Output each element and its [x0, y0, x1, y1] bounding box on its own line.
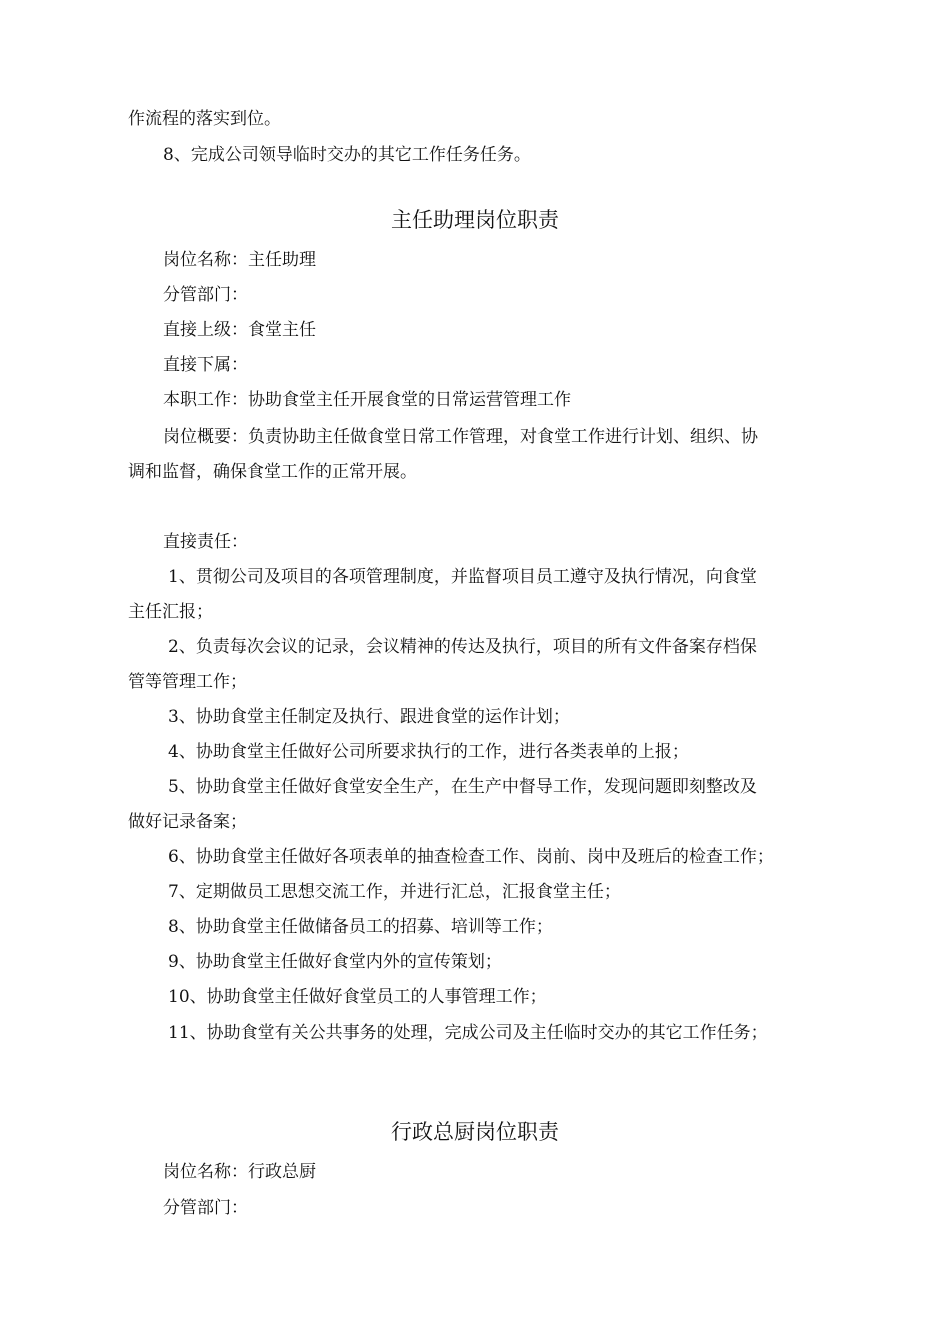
list-item: 9、协助食堂主任做好食堂内外的宣传策划；: [168, 952, 502, 972]
field-position-name: 岗位名称：行政总厨: [163, 1162, 316, 1182]
list-item: 8、协助食堂主任做储备员工的招募、培训等工作；: [168, 917, 553, 937]
field-subordinate: 直接下属：: [163, 355, 248, 375]
list-item: 5、协助食堂主任做好食堂安全生产，在生产中督导工作，发现问题即刻整改及: [168, 777, 757, 797]
field-superior: 直接上级：食堂主任: [163, 320, 316, 340]
list-item: 11、协助食堂有关公共事务的处理，完成公司及主任临时交办的其它工作任务；: [168, 1023, 768, 1043]
field-department: 分管部门：: [163, 1198, 248, 1218]
list-item: 4、协助食堂主任做好公司所要求执行的工作，进行各类表单的上报；: [168, 742, 689, 762]
field-summary-line2: 调和监督，确保食堂工作的正常开展。: [128, 462, 417, 482]
list-item: 1、贯彻公司及项目的各项管理制度，并监督项目员工遵守及执行情况，向食堂: [168, 567, 757, 587]
list-item-continuation: 管等管理工作；: [128, 672, 247, 692]
list-item: 7、定期做员工思想交流工作，并进行汇总，汇报食堂主任；: [168, 882, 621, 902]
field-position-name: 岗位名称：主任助理: [163, 250, 316, 270]
section-title-assistant: 主任助理岗位职责: [391, 208, 559, 232]
paragraph-continuation: 作流程的落实到位。: [128, 109, 281, 129]
list-item-continuation: 做好记录备案；: [128, 812, 247, 832]
section-title-chef: 行政总厨岗位职责: [391, 1120, 559, 1144]
field-department: 分管部门：: [163, 285, 248, 305]
list-item-continuation: 主任汇报；: [128, 602, 213, 622]
field-main-job: 本职工作：协助食堂主任开展食堂的日常运营管理工作: [163, 390, 571, 410]
field-summary-line1: 岗位概要：负责协助主任做食堂日常工作管理，对食堂工作进行计划、组织、协: [163, 427, 758, 447]
list-item: 8、完成公司领导临时交办的其它工作任务任务。: [163, 145, 531, 165]
list-item: 2、负责每次会议的记录，会议精神的传达及执行，项目的所有文件备案存档保: [168, 637, 757, 657]
responsibilities-heading: 直接责任：: [163, 532, 248, 552]
list-item: 10、协助食堂主任做好食堂员工的人事管理工作；: [168, 987, 547, 1007]
list-item: 3、协助食堂主任制定及执行、跟进食堂的运作计划；: [168, 707, 570, 727]
list-item: 6、协助食堂主任做好各项表单的抽查检查工作、岗前、岗中及班后的检查工作；: [168, 847, 774, 867]
